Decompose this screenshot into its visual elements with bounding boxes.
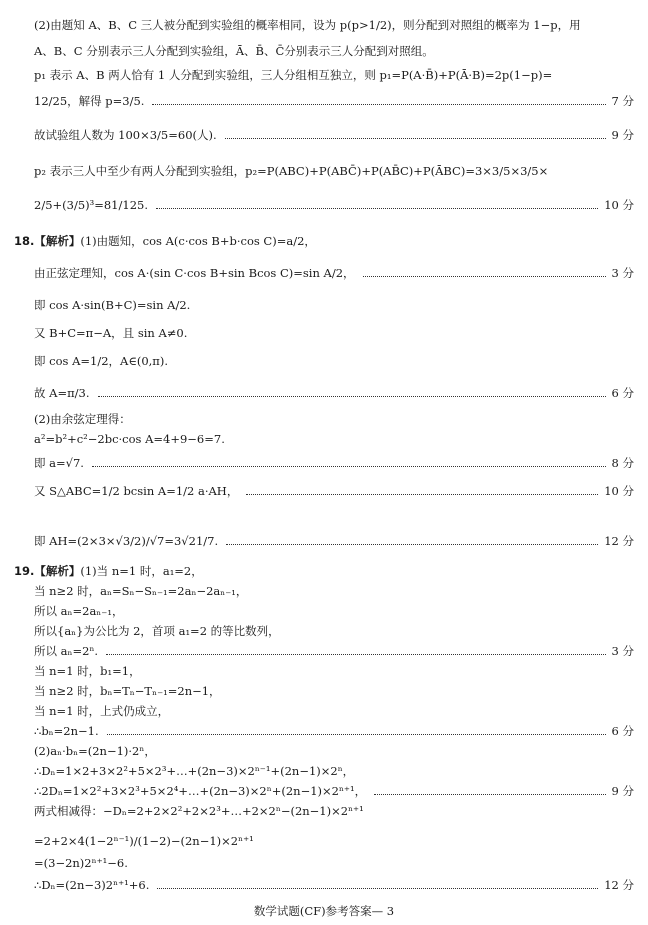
score-mark: 9 分 [611, 784, 634, 798]
solution-line [34, 586, 634, 598]
solution-line [34, 746, 634, 758]
score-mark: 10 分 [604, 198, 634, 212]
page-footer: 数学试题(CF)参考答案— 3 [253, 904, 395, 918]
solution-line [34, 836, 634, 848]
score-mark: 6 分 [611, 724, 634, 738]
dot-leader [106, 653, 605, 655]
solution-line [34, 686, 634, 698]
solution-text: a²=b²+c²−2bc·cos A=4+9−6=7. [34, 432, 225, 446]
solution-text: (1)当 n=1 时，a₁=2， [80, 564, 203, 578]
solution-text: 当 n≥2 时，bₙ=Tₙ−Tₙ₋₁=2n−1， [34, 684, 221, 698]
solution-text: 即 cos A·sin(B+C)=sin A/2. [34, 298, 191, 312]
solution-text: 当 n≥2 时，aₙ=Sₙ−Sₙ₋₁=2aₙ−2aₙ₋₁， [34, 584, 248, 598]
solution-text: 又 B+C=π−A，且 sin A≠0. [34, 326, 188, 340]
solution-line [34, 536, 634, 548]
solution-line [14, 566, 634, 578]
score-mark: 12 分 [604, 534, 634, 548]
solution-line [34, 434, 634, 446]
solution-text: (1)由题知，cos A(c·cos B+b·cos C)=a/2， [80, 234, 316, 248]
solution-text: 由正弦定理知，cos A·(sin C·cos B+sin Bcos C)=sin A/2， [34, 266, 355, 280]
solution-line [34, 328, 634, 340]
solution-text: 所以 aₙ=2aₙ₋₁， [34, 604, 124, 618]
solution-line [34, 786, 634, 798]
score-mark: 3 分 [611, 644, 634, 658]
solution-text: 所以{aₙ}为公比为 2，首项 a₁=2 的等比数列， [34, 624, 280, 638]
solution-line [34, 20, 634, 32]
solution-line [34, 766, 634, 778]
solution-line [14, 236, 634, 248]
solution-line [34, 200, 634, 212]
score-mark: 3 分 [611, 266, 634, 280]
solution-text: 12/25，解得 p=3/5. [34, 94, 145, 108]
dot-leader [246, 493, 598, 495]
solution-text: ∴Dₙ=1×2+3×2²+5×2³+…+(2n−3)×2ⁿ⁻¹+(2n−1)×2ⁿ， [34, 764, 355, 778]
solution-text: 当 n=1 时，上式仍成立， [34, 704, 170, 718]
solution-line [34, 356, 634, 368]
solution-text: 故 A=π/3. [34, 386, 90, 400]
solution-text: A、B、C 分别表示三人分配到实验组，Ā、B̄、C̄分别表示三人分配到对照组。 [34, 44, 434, 58]
solution-line [34, 646, 634, 658]
solution-line [34, 606, 634, 618]
solution-line [34, 486, 634, 498]
solution-text: 2/5+(3/5)³=81/125. [34, 198, 148, 212]
score-mark: 10 分 [604, 484, 634, 498]
solution-line [34, 166, 634, 178]
dot-leader [92, 465, 606, 467]
solution-line [34, 706, 634, 718]
solution-line [34, 626, 634, 638]
solution-line [34, 96, 634, 108]
problem-label: 18.【解析】 [14, 234, 81, 248]
solution-text: 所以 aₙ=2ⁿ. [34, 644, 99, 658]
dot-leader [157, 887, 598, 889]
solution-text: (2)aₙ·bₙ=(2n−1)·2ⁿ， [34, 744, 156, 758]
solution-text: 当 n=1 时，b₁=1， [34, 664, 141, 678]
solution-text: ∴Dₙ=(2n−3)2ⁿ⁺¹+6. [34, 878, 150, 892]
solution-text: 两式相减得：−Dₙ=2+2×2²+2×2³+…+2×2ⁿ−(2n−1)×2ⁿ⁺¹ [34, 804, 364, 818]
solution-line [34, 70, 634, 82]
score-mark: 6 分 [611, 386, 634, 400]
dot-leader [98, 395, 606, 397]
score-mark: 12 分 [604, 878, 634, 892]
solution-text: p₂ 表示三人中至少有两人分配到实验组，p₂=P(ABC)+P(ABC̄)+P(AB̄C)+P(ĀBC)=3×3/5×3/5× [34, 164, 549, 178]
solution-text: 即 AH=(2×3×√3/2)/√7=3√21/7. [34, 534, 219, 548]
dot-leader [363, 275, 606, 277]
solution-line [34, 666, 634, 678]
solution-text: 又 S△ABC=1/2 bcsin A=1/2 a·AH， [34, 484, 239, 498]
solution-text: 即 cos A=1/2，A∈(0,π). [34, 354, 169, 368]
solution-text: =(3−2n)2ⁿ⁺¹−6. [34, 856, 128, 870]
solution-text: 故试验组人数为 100×3/5=60(人). [34, 128, 217, 142]
solution-line [34, 46, 634, 58]
solution-text: (2)由题知 A、B、C 三人被分配到实验组的概率相同，设为 p(p>1/2)，则分配到对照组的概率为 1−p，用 [34, 18, 581, 32]
solution-text: (2)由余弦定理得： [34, 412, 131, 426]
solution-line [34, 300, 634, 312]
dot-leader [374, 793, 605, 795]
problem-label: 19.【解析】 [14, 564, 81, 578]
score-mark: 7 分 [611, 94, 634, 108]
dot-leader [225, 137, 606, 139]
solution-line [34, 130, 634, 142]
dot-leader [226, 543, 598, 545]
solution-text: =2+2×4(1−2ⁿ⁻¹)/(1−2)−(2n−1)×2ⁿ⁺¹ [34, 834, 254, 848]
solution-line [34, 726, 634, 738]
solution-line [34, 858, 634, 870]
dot-leader [156, 207, 598, 209]
solution-line [34, 268, 634, 280]
score-mark: 8 分 [611, 456, 634, 470]
solution-line [34, 388, 634, 400]
solution-text: ∴2Dₙ=1×2²+3×2³+5×2⁴+…+(2n−3)×2ⁿ+(2n−1)×2ⁿ⁺¹， [34, 784, 367, 798]
dot-leader [107, 733, 606, 735]
solution-line [34, 414, 634, 426]
dot-leader [152, 103, 605, 105]
solution-text: 即 a=√7. [34, 456, 84, 470]
solution-text: ∴bₙ=2n−1. [34, 724, 99, 738]
solution-line [34, 880, 634, 892]
solution-line [34, 458, 634, 470]
solution-text: p₁ 表示 A、B 两人恰有 1 人分配到实验组，三人分组相互独立，则 p₁=P(A·B̄)+P(Ā·B)=2p(1−p)= [34, 68, 553, 82]
solution-line [34, 806, 634, 818]
score-mark: 9 分 [611, 128, 634, 142]
